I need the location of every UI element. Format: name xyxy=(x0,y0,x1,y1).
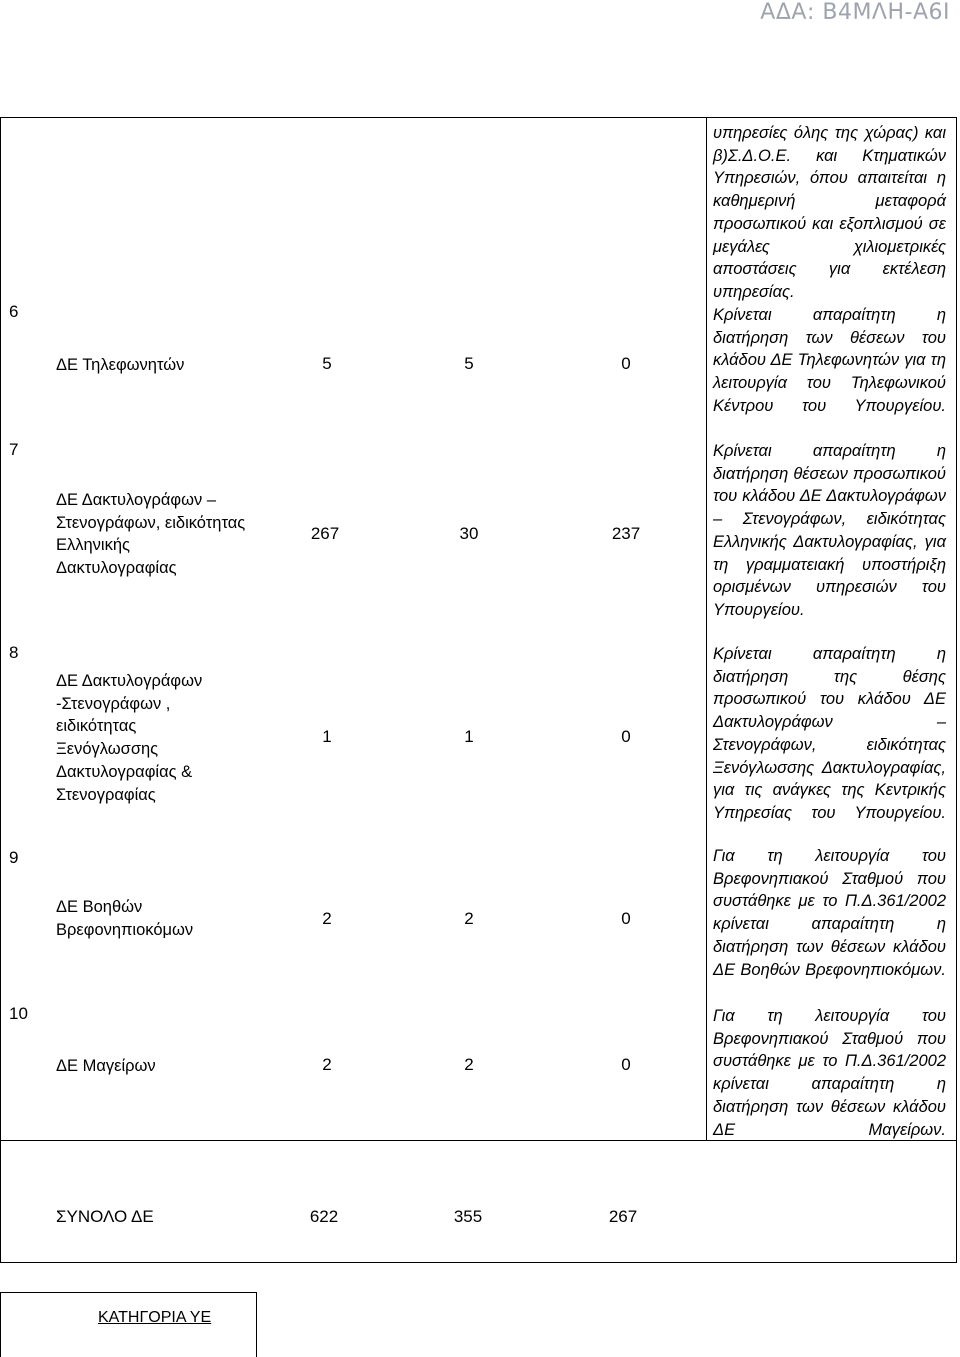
row-q1: 2 xyxy=(322,909,332,928)
row-q2: 2 xyxy=(464,909,474,928)
ada-watermark: ΑΔΑ: Β4ΜΛΗ-Α6Ι xyxy=(760,0,950,25)
total-q1: 622 xyxy=(309,1207,339,1226)
row-note: Για τη λειτουργία του Βρεφονηπιακού Σταθμού που συστάθηκε με το Π.Δ.361/2002 κρίνεται απαραίτητη η διατήρηση των θέσεων κλάδου ΔΕ Μαγείρων. xyxy=(713,1007,946,1139)
row-q3: 237 xyxy=(611,524,641,543)
row-category: ΔΕ Μαγείρων xyxy=(56,1057,156,1075)
total-q3: 267 xyxy=(608,1207,638,1226)
total-label: ΣΥΝΟΛΟ ΔΕ xyxy=(56,1207,154,1226)
row-q1: 2 xyxy=(322,1055,332,1074)
row-category: ΔΕ Τηλεφωνητών xyxy=(56,356,185,374)
row-q2: 30 xyxy=(459,524,479,543)
row-q3: 0 xyxy=(621,909,631,928)
row-q3: 0 xyxy=(621,1055,631,1074)
row-category: ΔΕ Δακτυλογράφων -Στενογράφων , ειδικότητας Ξενόγλωσσης Δακτυλογραφίας & Στενογραφίας xyxy=(56,672,203,804)
row-number: 10 xyxy=(9,1004,28,1023)
row-q2: 5 xyxy=(464,354,474,373)
row-number: 9 xyxy=(9,848,19,867)
row-note: υπηρεσίες όλης της χώρας) και β)Σ.Δ.Ο.Ε. και Κτηματικών Υπηρεσιών, όπου απαιτείται η καθημερινή μεταφορά προσωπικού και εξοπλισμού σε μεγάλες χιλιομετρικές αποστάσεις για εκτέλεση υπηρεσίας. xyxy=(713,124,946,301)
section-heading: ΚΑΤΗΓΟΡΙΑ ΥΕ xyxy=(98,1309,212,1326)
row-category: ΔΕ Δακτυλογράφων – Στενογράφων, ειδικότητας Ελληνικής Δακτυλογραφίας xyxy=(56,491,246,578)
row-note: Κρίνεται απαραίτητη η διατήρηση της θέσης προσωπικού του κλάδου ΔΕ Δακτυλογράφων – Στενογράφων, ειδικότητας Ξενόγλωσσης Δακτυλογραφίας, για τις ανάγκες της Κεντρικής Υπηρεσίας του Υπουργείου. xyxy=(713,645,946,822)
row-number: 8 xyxy=(9,643,19,662)
row-q1: 1 xyxy=(322,727,332,746)
row-q1: 5 xyxy=(322,354,332,373)
row-note: Κρίνεται απαραίτητη η διατήρηση των θέσεων του κλάδου ΔΕ Τηλεφωνητών για τη λειτουργία του Τηλεφωνικού Κέντρου του Υπουργείου. xyxy=(713,306,946,415)
row-q3: 0 xyxy=(621,727,631,746)
row-q2: 2 xyxy=(464,1055,474,1074)
row-q1: 267 xyxy=(310,524,340,543)
row-number: 7 xyxy=(9,440,19,459)
row-q3: 0 xyxy=(621,354,631,373)
total-q2: 355 xyxy=(453,1207,483,1226)
row-q2: 1 xyxy=(464,727,474,746)
row-note: Κρίνεται απαραίτητη η διατήρηση θέσεων προσωπικού του κλάδου ΔΕ Δακτυλογράφων – Στενογράφων, ειδικότητας Ελληνικής Δακτυλογραφίας, για τη γραμματειακή υποστήριξη ορισμένων υπηρεσιών του Υπουργείου. xyxy=(713,442,946,619)
row-number: 6 xyxy=(9,302,19,321)
row-category: ΔΕ Βοηθών Βρεφονηπιοκόμων xyxy=(56,898,194,939)
row-note: Για τη λειτουργία του Βρεφονηπιακού Σταθμού που συστάθηκε με το Π.Δ.361/2002 κρίνεται απαραίτητη η διατήρηση των θέσεων κλάδου ΔΕ Βοηθών Βρεφονηπιοκόμων. xyxy=(713,847,946,979)
